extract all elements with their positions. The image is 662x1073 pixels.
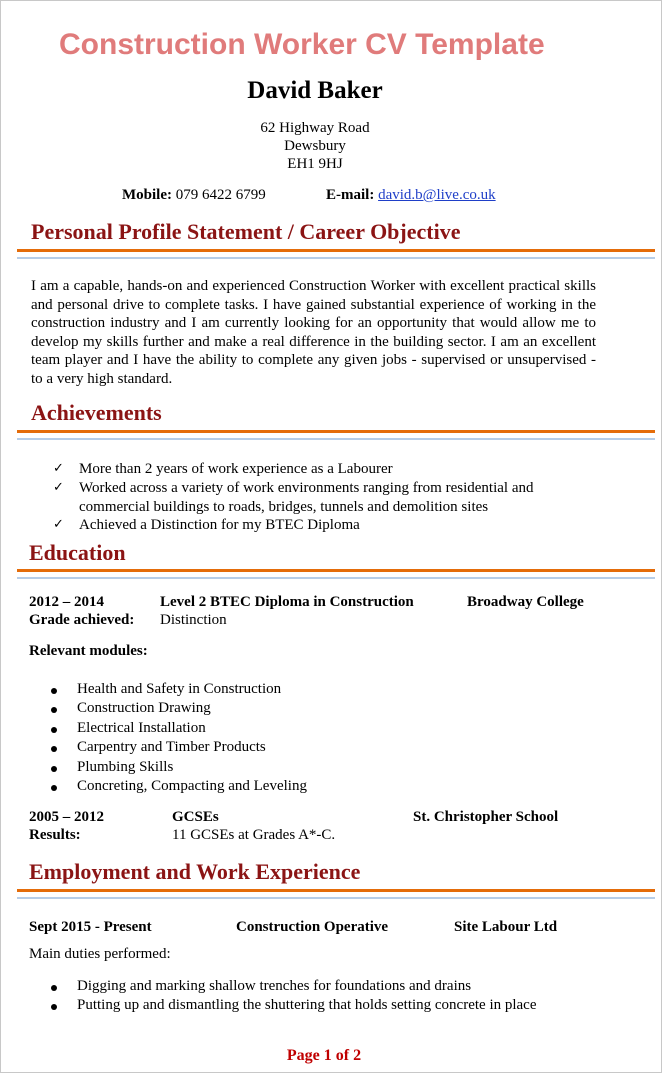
education-course: GCSEs xyxy=(172,809,219,825)
checkmark-icon: ✓ xyxy=(53,517,64,532)
grade-value: Distinction xyxy=(160,612,227,628)
profile-text: I am a capable, hands-on and experienced Construction Worker with excellent practical skills and personal drive to complete tasks. I have gained substantial experience of working in the construction industry and I am currently looking for an opportunity that would allow me to develop my skills further and make a real difference in the building sector. I am an excellent team player and I have the ability to complete any given jobs - supervised or unsupervised - to a very high standard. xyxy=(31,278,596,387)
results-label: Results: xyxy=(29,827,81,843)
job-employer: Site Labour Ltd xyxy=(454,919,558,935)
section-rule xyxy=(17,438,655,440)
bullet-icon xyxy=(51,985,57,991)
job-role: Construction Operative xyxy=(236,919,389,935)
section-rule xyxy=(17,430,655,433)
email-label: E-mail: xyxy=(326,187,375,203)
section-rule xyxy=(17,577,655,579)
bullet-icon xyxy=(51,688,57,694)
bullet-icon xyxy=(51,707,57,713)
grade-label: Grade achieved: xyxy=(29,612,135,628)
address-line-2: Dewsbury xyxy=(284,138,346,154)
bullet-icon xyxy=(51,1004,57,1010)
modules-label: Relevant modules: xyxy=(29,643,148,659)
page-number: Page 1 of 2 xyxy=(286,1047,362,1064)
education-dates: 2012 – 2014 xyxy=(29,594,104,610)
cv-page: Construction Worker CV Template David Baker 62 Highway Road Dewsbury EH1 9HJ Mobile: 079 6422 6799 E-mail: david.b@live.co.uk Personal Profile Statement / Career Objective I am a capable, hands-on and experienced Construction Worker with excellent practical skills and personal drive to complete tasks. I have gained substantial experience of working in the construction industry and I am currently looking for an opportunity that would allow me to develop my skills further and make a real difference in the building sector. I am an excellent team player and I have the ability to complete any given jobs - supervised or unsupervised - to a very high standard. Achievements ✓ More than 2 years of work experience as a Labourer ✓ Worked across a variety of work environments ranging from residential and commercial buildings to roads, bridges, tunnels and demolition sites ✓ Achieved a Distinction for my BTEC Diploma Education 2012 – 2014 Level 2 BTEC Diploma in Construction Broadway College Grade achieved: Distinction Relevant modules: Health and Safety in Construction Construction Drawing Electrical Installation Carpentry and Timber Products Plumbing Skills Concreting, Compacting and Leveling 2005 – 2012 GCSEs St. Christopher School Results: 11 GCSEs at Grades A*-C. Employment and Work Experience Sept 2015 - Present Construction Operative Site Labour Ltd Main duties performed: Digging and marking shallow trenches for foundations and drains Putting up and dismantling the shuttering that holds setting concrete in place Page 1 of 2 xyxy=(0,0,662,1073)
achievement-item: ✓ Worked across a variety of work environments ranging from residential and commercial buildings to roads, bridges, tunnels and demolition sites xyxy=(53,480,534,515)
education-heading: Education xyxy=(29,540,126,565)
section-rule xyxy=(17,889,655,892)
bullet-icon xyxy=(51,785,57,791)
education-course: Level 2 BTEC Diploma in Construction xyxy=(160,594,414,610)
bullet-icon xyxy=(51,727,57,733)
profile-heading: Personal Profile Statement / Career Objective xyxy=(31,219,461,244)
education-institution: Broadway College xyxy=(467,594,584,610)
checkmark-icon: ✓ xyxy=(53,461,64,476)
candidate-name: David Baker xyxy=(247,77,383,104)
employment-heading: Employment and Work Experience xyxy=(29,859,361,884)
email-contact xyxy=(326,187,496,204)
email-link[interactable]: david.b@live.co.uk xyxy=(378,187,496,203)
duties-label: Main duties performed: xyxy=(29,946,171,962)
job-dates: Sept 2015 - Present xyxy=(29,919,152,935)
address-line-3: EH1 9HJ xyxy=(287,156,343,172)
section-rule xyxy=(17,249,655,252)
document-title: Construction Worker CV Template xyxy=(59,28,545,61)
section-rule xyxy=(17,897,655,899)
bullet-icon xyxy=(51,746,57,752)
results-value: 11 GCSEs at Grades A*-C. xyxy=(172,827,336,843)
mobile-contact xyxy=(122,187,266,204)
section-rule xyxy=(17,257,655,259)
education-institution: St. Christopher School xyxy=(413,809,559,825)
mobile-number: 079 6422 6799 xyxy=(175,187,266,203)
achievements-heading: Achievements xyxy=(31,400,162,425)
address-line-1: 62 Highway Road xyxy=(260,120,370,136)
mobile-label: Mobile: xyxy=(122,187,172,203)
achievement-item: ✓ Achieved a Distinction for my BTEC Diploma xyxy=(53,517,360,533)
bullet-icon xyxy=(51,766,57,772)
achievement-item: ✓ More than 2 years of work experience as a Labourer xyxy=(53,461,393,477)
education-dates: 2005 – 2012 xyxy=(29,809,104,825)
section-rule xyxy=(17,569,655,572)
checkmark-icon: ✓ xyxy=(53,480,64,495)
